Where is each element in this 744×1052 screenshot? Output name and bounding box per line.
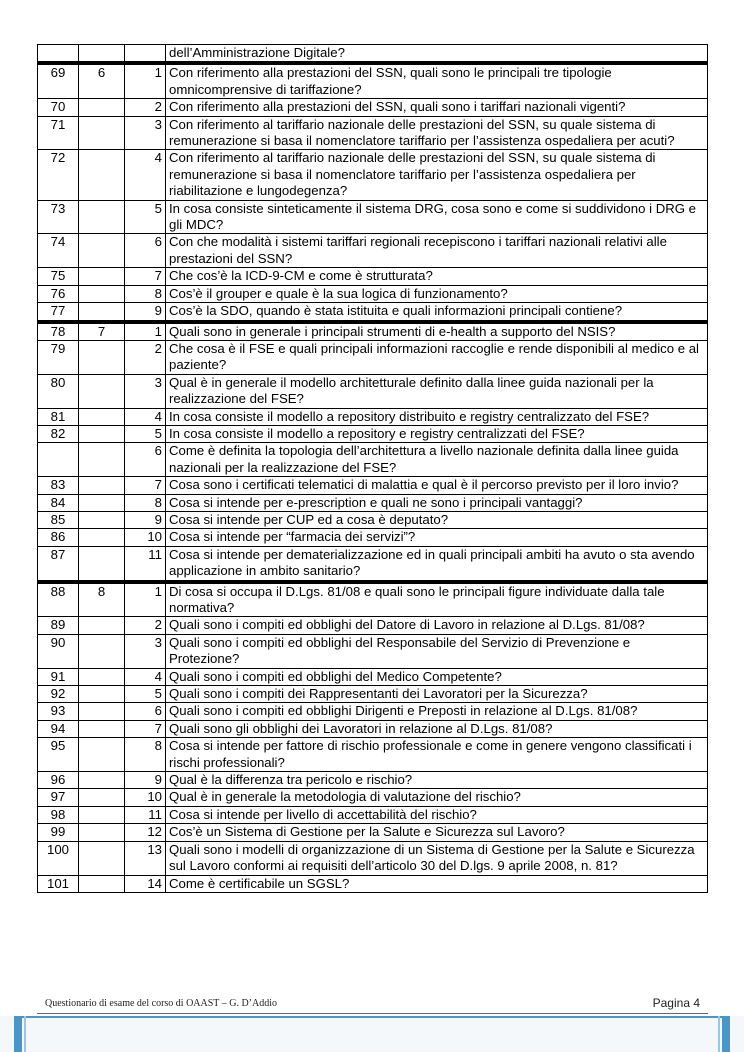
question-text: Cosa si intende per CUP ed a cosa è deputato?: [166, 511, 708, 528]
question-text: Quali sono i compiti ed obblighi del Datore di Lavoro in relazione al D.Lgs. 81/08?: [166, 617, 708, 634]
module-number: [79, 789, 125, 806]
question-number: 69: [38, 63, 79, 98]
item-number: 1: [125, 63, 166, 98]
question-number: 76: [38, 285, 79, 302]
question-text: Quali sono i compiti ed obblighi del Responsabile del Servizio di Prevenzione e Protezione?: [166, 634, 708, 668]
table-row: [38, 63, 708, 98]
question-text: Come è definita la topologia dell’architettura a livello nazionale definita dalla linee guida nazionali per la realizzazione del FSE?: [166, 443, 708, 477]
module-number: [79, 374, 125, 408]
item-number: 8: [125, 738, 166, 772]
question-number: 70: [38, 99, 79, 116]
table-row: [38, 824, 708, 841]
question-number: 73: [38, 200, 79, 234]
question-number: 90: [38, 634, 79, 668]
item-number: 10: [125, 529, 166, 546]
module-number: [79, 686, 125, 703]
item-number: 7: [125, 477, 166, 494]
question-number: 97: [38, 789, 79, 806]
module-number: [79, 303, 125, 322]
table-row: [38, 582, 708, 617]
item-number: 11: [125, 806, 166, 823]
module-number: [79, 425, 125, 442]
question-text: Con riferimento al tariffario nazionale delle prestazioni del SSN, su quale sistema di remunerazione si basa il nomenclatore tariffario per l’assistenza ospedaliera per acuti?: [166, 116, 708, 150]
table-row: [38, 772, 708, 789]
question-text: Con che modalità i sistemi tariffari regionali recepiscono i tariffari nazionali relativi alle prestazioni del SSN?: [166, 234, 708, 268]
question-number: 88: [38, 582, 79, 617]
item-number: 12: [125, 824, 166, 841]
footer-page-number: Pagina 4: [652, 996, 700, 1010]
question-text: dell’Amministrazione Digitale?: [166, 45, 708, 64]
bottom-decoration-left-bar: [14, 1016, 22, 1052]
question-number: 77: [38, 303, 79, 322]
table-row: [38, 150, 708, 200]
table-row: [38, 806, 708, 823]
item-number: 4: [125, 408, 166, 425]
question-text: Come è certificabile un SGSL?: [166, 875, 708, 892]
table-row: [38, 200, 708, 234]
bottom-decoration: [0, 1016, 744, 1052]
question-text: Che cosa è il FSE e quali principali informazioni raccoglie e rende disponibili al medico e al paziente?: [166, 340, 708, 374]
module-number: [79, 738, 125, 772]
table-row: [38, 617, 708, 634]
question-text: Cosa sono i certificati telematici di malattia e qual è il percorso previsto per il loro invio?: [166, 477, 708, 494]
question-number: 89: [38, 617, 79, 634]
module-number: [79, 285, 125, 302]
table-row: [38, 99, 708, 116]
item-number: 9: [125, 772, 166, 789]
question-text: In cosa consiste il modello a repository e registry centralizzati del FSE?: [166, 425, 708, 442]
question-number: 95: [38, 738, 79, 772]
question-number: [38, 443, 79, 477]
question-number: 81: [38, 408, 79, 425]
table-row: [38, 322, 708, 341]
module-number: [79, 824, 125, 841]
question-number: 83: [38, 477, 79, 494]
question-text: Di cosa si occupa il D.Lgs. 81/08 e quali sono le principali figure individuate dalla tale normativa?: [166, 582, 708, 617]
item-number: 9: [125, 303, 166, 322]
item-number: 10: [125, 789, 166, 806]
question-text: Cosa si intende per “farmacia dei servizi”?: [166, 529, 708, 546]
module-number: 7: [79, 322, 125, 341]
question-number: 72: [38, 150, 79, 200]
question-text: Con riferimento alla prestazioni del SSN, quali sono le principali tre tipologie omnicomprensive di tariffazione?: [166, 63, 708, 98]
item-number: 2: [125, 99, 166, 116]
table-row: [38, 45, 708, 64]
item-number: 4: [125, 150, 166, 200]
item-number: 3: [125, 116, 166, 150]
questions-table-body: [38, 45, 708, 893]
module-number: [79, 477, 125, 494]
table-row: [38, 303, 708, 322]
question-number: [38, 45, 79, 64]
table-row: [38, 408, 708, 425]
question-text: Cos’è un Sistema di Gestione per la Salute e Sicurezza sul Lavoro?: [166, 824, 708, 841]
question-number: 80: [38, 374, 79, 408]
module-number: [79, 234, 125, 268]
item-number: [125, 45, 166, 64]
module-number: [79, 116, 125, 150]
bottom-decoration-line: [14, 1016, 730, 1018]
question-number: 75: [38, 268, 79, 285]
module-number: [79, 529, 125, 546]
table-row: [38, 841, 708, 875]
question-text: Quali sono i compiti ed obblighi Dirigenti e Preposti in relazione al D.Lgs. 81/08?: [166, 703, 708, 720]
table-row: [38, 703, 708, 720]
module-number: [79, 875, 125, 892]
table-row: [38, 738, 708, 772]
module-number: [79, 703, 125, 720]
question-number: 71: [38, 116, 79, 150]
item-number: 4: [125, 668, 166, 685]
table-row: [38, 425, 708, 442]
question-text: Cosa si intende per e-prescription e quali ne sono i principali vantaggi?: [166, 494, 708, 511]
item-number: 2: [125, 617, 166, 634]
question-text: Quali sono i compiti ed obblighi del Medico Competente?: [166, 668, 708, 685]
question-text: In cosa consiste il modello a repository distribuito e registry centralizzato del FSE?: [166, 408, 708, 425]
module-number: [79, 150, 125, 200]
question-text: Quali sono gli obblighi dei Lavoratori in relazione al D.Lgs. 81/08?: [166, 720, 708, 737]
bottom-decoration-left-thin-bar: [24, 1016, 26, 1052]
module-number: [79, 494, 125, 511]
question-text: Quali sono in generale i principali strumenti di e-health a supporto del NSIS?: [166, 322, 708, 341]
table-row: [38, 340, 708, 374]
table-row: [38, 443, 708, 477]
item-number: 3: [125, 374, 166, 408]
table-row: [38, 374, 708, 408]
question-number: 82: [38, 425, 79, 442]
table-row: [38, 529, 708, 546]
question-number: 100: [38, 841, 79, 875]
questions-table: [37, 44, 708, 893]
module-number: [79, 546, 125, 581]
table-row: [38, 634, 708, 668]
table-row: [38, 234, 708, 268]
question-number: 93: [38, 703, 79, 720]
footer-course-label: Questionario di esame del corso di OAAST – G. D’Addio: [45, 998, 278, 1009]
module-number: [79, 340, 125, 374]
module-number: 6: [79, 63, 125, 98]
item-number: 5: [125, 425, 166, 442]
question-text: Cos’è il grouper e quale è la sua logica di funzionamento?: [166, 285, 708, 302]
question-text: Qual è la differenza tra pericolo e rischio?: [166, 772, 708, 789]
question-number: 91: [38, 668, 79, 685]
question-number: 86: [38, 529, 79, 546]
question-text: Che cos’è la ICD-9-CM e come è strutturata?: [166, 268, 708, 285]
question-text: Cosa si intende per fattore di rischio professionale e come in genere vengono classificati i rischi professionali?: [166, 738, 708, 772]
question-number: 99: [38, 824, 79, 841]
module-number: [79, 268, 125, 285]
item-number: 6: [125, 703, 166, 720]
table-row: [38, 477, 708, 494]
item-number: 6: [125, 443, 166, 477]
module-number: [79, 200, 125, 234]
item-number: 14: [125, 875, 166, 892]
item-number: 1: [125, 582, 166, 617]
module-number: [79, 634, 125, 668]
table-row: [38, 546, 708, 581]
table-row: [38, 668, 708, 685]
question-text: Cos’è la SDO, quando è stata istituita e quali informazioni principali contiene?: [166, 303, 708, 322]
module-number: [79, 806, 125, 823]
table-row: [38, 268, 708, 285]
item-number: 9: [125, 511, 166, 528]
item-number: 1: [125, 322, 166, 341]
table-row: [38, 720, 708, 737]
question-text: In cosa consiste sinteticamente il sistema DRG, cosa sono e come si suddividono i DRG e gli MDC?: [166, 200, 708, 234]
table-row: [38, 494, 708, 511]
table-row: [38, 511, 708, 528]
question-text: Cosa si intende per livello di accettabilità del rischio?: [166, 806, 708, 823]
module-number: [79, 443, 125, 477]
item-number: 11: [125, 546, 166, 581]
bottom-decoration-right-bar: [722, 1016, 730, 1052]
item-number: 8: [125, 494, 166, 511]
table-row: [38, 285, 708, 302]
question-text: Qual è in generale il modello architetturale definito dalla linee guida nazionali per la realizzazione del FSE?: [166, 374, 708, 408]
question-text: Con riferimento al tariffario nazionale delle prestazioni del SSN, su quale sistema di remunerazione si basa il nomenclatore tariffario per l’assistenza ospedaliera per riabilitazione e lungodegenza?: [166, 150, 708, 200]
module-number: [79, 511, 125, 528]
module-number: [79, 45, 125, 64]
item-number: 7: [125, 268, 166, 285]
question-number: 101: [38, 875, 79, 892]
item-number: 2: [125, 340, 166, 374]
module-number: [79, 617, 125, 634]
module-number: 8: [79, 582, 125, 617]
question-number: 96: [38, 772, 79, 789]
item-number: 6: [125, 234, 166, 268]
item-number: 5: [125, 200, 166, 234]
item-number: 8: [125, 285, 166, 302]
item-number: 13: [125, 841, 166, 875]
item-number: 7: [125, 720, 166, 737]
question-number: 79: [38, 340, 79, 374]
question-number: 94: [38, 720, 79, 737]
question-text: Cosa si intende per dematerializzazione ed in quali principali ambiti ha avuto o sta avendo applicazione in ambito sanitario?: [166, 546, 708, 581]
table-row: [38, 789, 708, 806]
question-number: 74: [38, 234, 79, 268]
question-number: 98: [38, 806, 79, 823]
table-row: [38, 116, 708, 150]
module-number: [79, 668, 125, 685]
question-number: 85: [38, 511, 79, 528]
question-number: 84: [38, 494, 79, 511]
page-footer: [37, 997, 708, 1014]
module-number: [79, 99, 125, 116]
bottom-decoration-right-thin-bar: [718, 1016, 720, 1052]
question-number: 78: [38, 322, 79, 341]
module-number: [79, 720, 125, 737]
item-number: 5: [125, 686, 166, 703]
module-number: [79, 408, 125, 425]
table-row: [38, 875, 708, 892]
question-text: Quali sono i compiti dei Rappresentanti dei Lavoratori per la Sicurezza?: [166, 686, 708, 703]
question-text: Qual è in generale la metodologia di valutazione del rischio?: [166, 789, 708, 806]
question-number: 92: [38, 686, 79, 703]
question-number: 87: [38, 546, 79, 581]
item-number: 3: [125, 634, 166, 668]
table-row: [38, 686, 708, 703]
module-number: [79, 841, 125, 875]
module-number: [79, 772, 125, 789]
question-text: Con riferimento alla prestazioni del SSN, quali sono i tariffari nazionali vigenti?: [166, 99, 708, 116]
question-text: Quali sono i modelli di organizzazione di un Sistema di Gestione per la Salute e Sicurezza sul Lavoro conformi ai requisiti dell’articolo 30 del D.lgs. 9 aprile 2008, n. 81?: [166, 841, 708, 875]
